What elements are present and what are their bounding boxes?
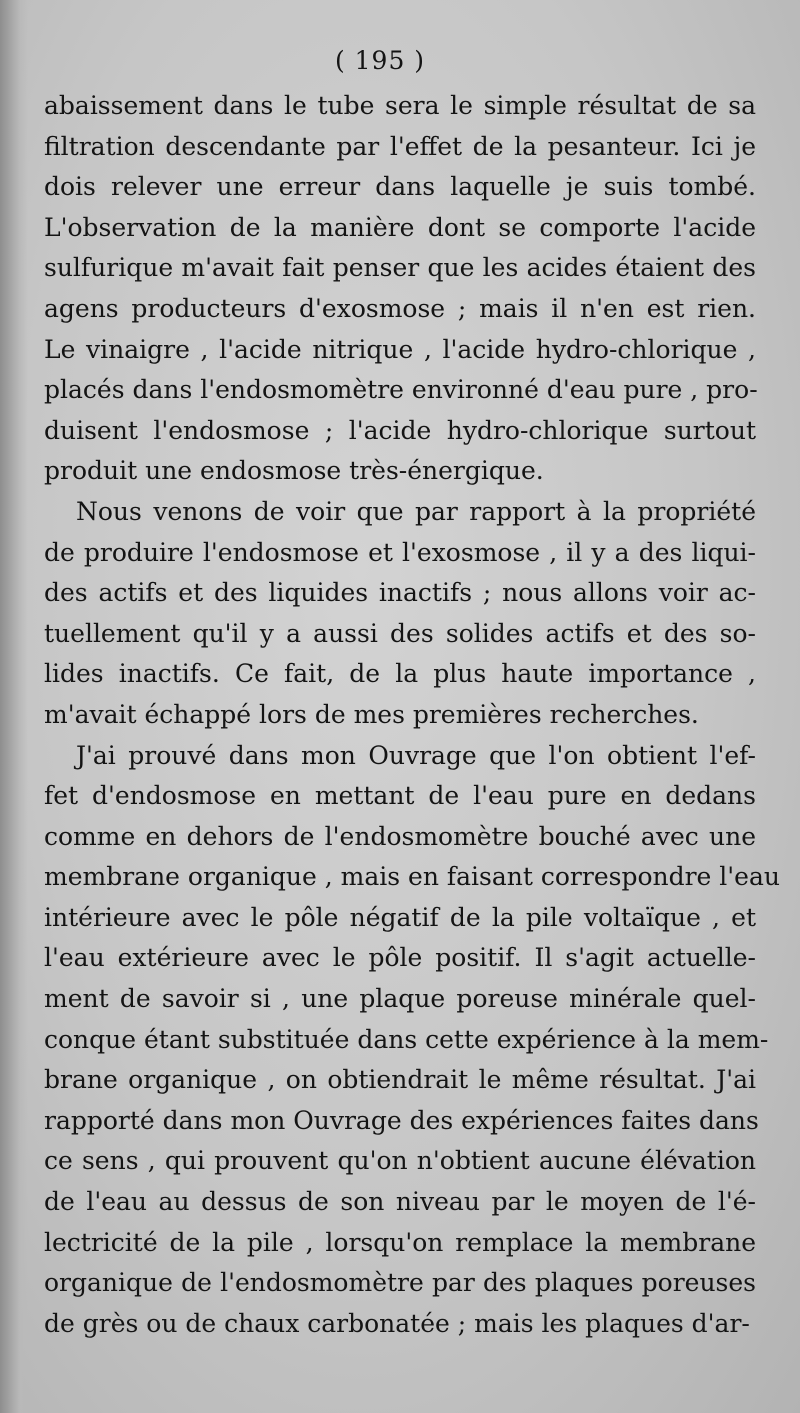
text-line: produit une endosmose très-énergique. <box>44 456 544 486</box>
text-line: membrane organique , mais en faisant correspondre l'eau <box>44 862 780 892</box>
text-line: rapporté dans mon Ouvrage des expériences faites dans <box>44 1105 759 1135</box>
page-gutter-shadow <box>0 0 28 1413</box>
text-line: l'eau extérieure avec le pôle positif. Il s'agit actuelle- <box>44 943 756 973</box>
body-text <box>44 86 780 1344</box>
text-line: de grès ou de chaux carbonatée ; mais les plaques d'ar- <box>44 1308 750 1338</box>
text-line: organique de l'endosmomètre par des plaques poreuses <box>44 1268 756 1298</box>
text-line: conque étant substituée dans cette expérience à la mem- <box>44 1024 769 1054</box>
text-line: lectricité de la pile , lorsqu'on remplace la membrane <box>44 1227 756 1257</box>
text-line: intérieure avec le pôle négatif de la pile voltaïque , et <box>44 902 756 932</box>
text-line: m'avait échappé lors de mes premières recherches. <box>44 699 699 729</box>
text-line: comme en dehors de l'endosmomètre bouché avec une <box>44 821 756 851</box>
text-line: duisent l'endosmose ; l'acide hydro-chlorique surtout <box>44 415 756 445</box>
text-line: placés dans l'endosmomètre environné d'eau pure , pro- <box>44 375 758 405</box>
text-line: dois relever une erreur dans laquelle je suis tombé. <box>44 172 756 202</box>
text-line: agens producteurs d'exosmose ; mais il n'en est rien. <box>44 293 756 323</box>
text-line: J'ai prouvé dans mon Ouvrage que l'on obtient l'ef- <box>76 740 756 770</box>
text-line: L'observation de la manière dont se comporte l'acide <box>44 212 756 242</box>
text-line: ce sens , qui prouvent qu'on n'obtient aucune élévation <box>44 1146 756 1176</box>
paragraph <box>44 736 780 1345</box>
text-line: tuellement qu'il y a aussi des solides actifs et des so- <box>44 618 756 648</box>
text-line: de produire l'endosmose et l'exosmose , il y a des liqui- <box>44 537 756 567</box>
text-line: sulfurique m'avait fait penser que les acides étaient des <box>44 253 756 283</box>
text-line: lides inactifs. Ce fait, de la plus haute importance , <box>44 659 756 689</box>
text-line: de l'eau au dessus de son niveau par le moyen de l'é- <box>44 1187 756 1217</box>
text-line: Le vinaigre , l'acide nitrique , l'acide hydro-chlorique , <box>44 334 756 364</box>
text-line: ment de savoir si , une plaque poreuse minérale quel- <box>44 984 756 1014</box>
text-line: Nous venons de voir que par rapport à la propriété <box>76 496 756 526</box>
paragraph <box>44 86 756 492</box>
text-line: brane organique , on obtiendrait le même résultat. J'ai <box>44 1065 756 1095</box>
text-line: fet d'endosmose en mettant de l'eau pure en dedans <box>44 781 756 811</box>
text-line: des actifs et des liquides inactifs ; nous allons voir ac- <box>44 578 756 608</box>
paragraph <box>44 492 756 736</box>
text-line: abaissement dans le tube sera le simple résultat de sa <box>44 91 756 120</box>
page-number: ( 195 ) <box>334 46 426 75</box>
text-line: filtration descendante par l'effet de la pesanteur. Ici je <box>44 131 756 161</box>
